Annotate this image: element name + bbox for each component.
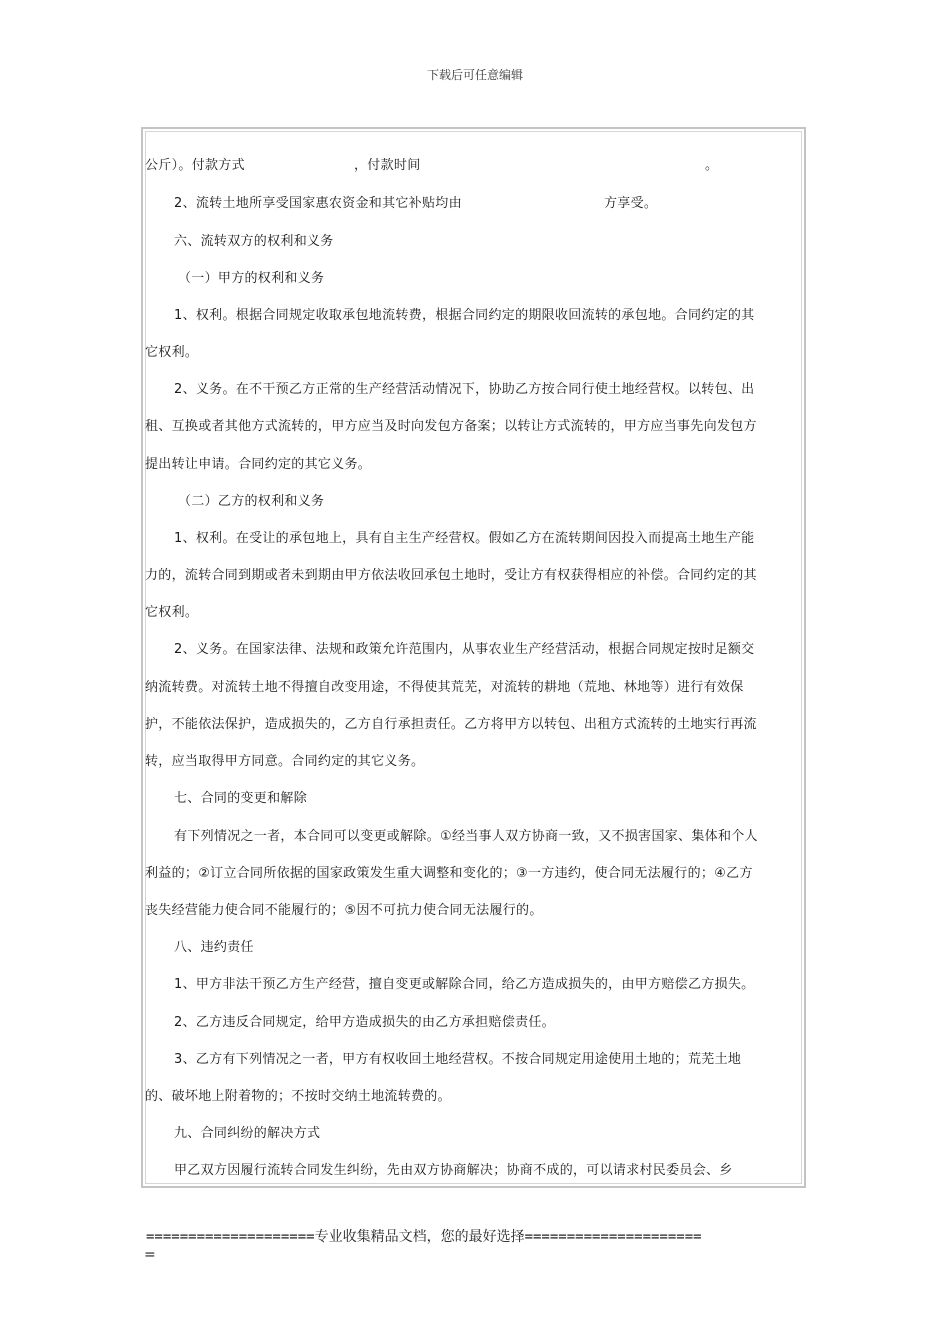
text-line: 它权利。: [145, 345, 199, 360]
text-line: 纳流转费。对流转土地不得擅自改变用途，不得使其荒芜，对流转的耕地（荒地、林地等）进行有效保: [145, 680, 744, 695]
text-line: 提出转让申请。合同约定的其它义务。: [145, 457, 372, 472]
text-line: 1、权利。在受让的承包地上，具有自主生产经营权。假如乙方在流转期间因投入而提高土地生产能: [174, 531, 755, 546]
text-line: 2、义务。在国家法律、法规和政策允许范围内，从事农业生产经营活动，根据合同规定按时足额交: [174, 642, 755, 657]
text-line: [174, 195, 658, 213]
subsection-heading: （一）甲方的权利和义务: [178, 271, 325, 286]
text-line: 的、破坏地上附着物的；不按时交纳土地流转费的。: [145, 1089, 451, 1104]
text-line: 它权利。: [145, 605, 199, 620]
section-heading: 七、合同的变更和解除: [174, 791, 308, 806]
text-line: 护，不能依法保护，造成损失的，乙方自行承担责任。乙方将甲方以转包、出租方式流转的土地实行再流: [145, 717, 757, 732]
subsidy-clause-end: 方享受。: [604, 196, 658, 211]
text-line: 丧失经营能力使合同不能履行的；⑤因不可抗力使合同无法履行的。: [145, 903, 543, 918]
section-heading: 六、流转双方的权利和义务: [174, 234, 334, 249]
text-line: 1、甲方非法干预乙方生产经营，擅自变更或解除合同，给乙方造成损失的，由甲方赔偿乙方损失。: [174, 977, 755, 992]
section-heading: 八、违约责任: [174, 940, 254, 955]
text-line: 利益的；②订立合同所依据的国家政策发生重大调整和变化的；③一方违约，使合同无法履行的；④乙方: [145, 866, 753, 881]
text-line: 有下列情况之一者，本合同可以变更或解除。①经当事人双方协商一致，又不损害国家、集体和个人: [174, 829, 758, 844]
text-line: 1、权利。根据合同规定收取承包地流转费，根据合同约定的期限收回流转的承包地。合同约定的其: [174, 308, 755, 323]
subsection-heading: （二）乙方的权利和义务: [178, 494, 325, 509]
text-line: 租、互换或者其他方式流转的，甲方应当及时向发包方备案；以转让方式流转的，甲方应当事先向发包方: [145, 419, 757, 434]
text-line: 2、义务。在不干预乙方正常的生产经营活动情况下，协助乙方按合同行使土地经营权。以转包、出: [174, 382, 755, 397]
text-line: 3、乙方有下列情况之一者，甲方有权收回土地经营权。不按合同规定用途使用土地的；荒芜土地: [174, 1052, 742, 1067]
text-line: 甲乙双方因履行流转合同发生纠纷，先由双方协商解决；协商不成的，可以请求村民委员会、乡: [174, 1163, 733, 1178]
text-line: [145, 157, 719, 175]
text-line: 转，应当取得甲方同意。合同约定的其它义务。: [145, 754, 425, 769]
page-header: 下载后可任意编辑: [426, 68, 523, 82]
payment-method-label: 公斤）。付款方式: [145, 158, 245, 173]
payment-time-label: ，付款时间: [354, 158, 421, 173]
section-heading: 九、合同纠纷的解决方式: [174, 1126, 321, 1141]
sentence-end: 。: [705, 158, 719, 173]
subsidy-clause: 2、流转土地所享受国家惠农资金和其它补贴均由: [174, 196, 462, 211]
footer-banner: ====================专业收集精品文档，您的最好选择=====================: [146, 1229, 702, 1245]
text-line: 2、乙方违反合同规定，给甲方造成损失的由乙方承担赔偿责任。: [174, 1015, 555, 1030]
footer-banner-tail: =: [144, 1247, 156, 1263]
text-line: 力的，流转合同到期或者未到期由甲方依法收回承包土地时，受让方有权获得相应的补偿。合同约定的其: [145, 568, 757, 583]
